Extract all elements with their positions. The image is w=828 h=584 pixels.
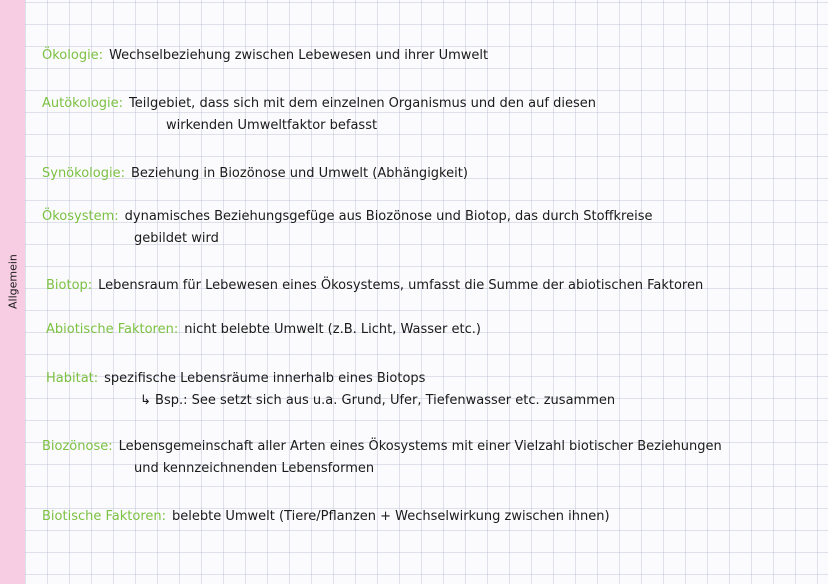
definition-continued: wirkenden Umweltfaktor befasst (166, 118, 378, 133)
entry-habitat (46, 369, 425, 389)
entry-oekosystem (42, 207, 652, 227)
term: Abiotische Faktoren: (46, 322, 179, 337)
entry-biotop (46, 276, 703, 296)
term: Autökologie: (42, 96, 124, 111)
definition: spezifische Lebensräume innerhalb eines Biotops (104, 371, 426, 386)
definition-continued: ↳ Bsp.: See setzt sich aus u.a. Grund, Ufer, Tiefenwasser etc. zusammen (140, 393, 616, 408)
term: Ökologie: (42, 48, 104, 63)
term: Biotische Faktoren: (42, 509, 166, 524)
definition-continued: gebildet wird (134, 231, 219, 246)
entry-synoekologie (42, 164, 468, 184)
term: Habitat: (46, 371, 99, 386)
definition: Lebensraum für Lebewesen eines Ökosystems, umfasst die Summe der abiotischen Faktoren (98, 278, 704, 293)
entry-biotische-faktoren (42, 507, 610, 527)
definition-continued: und kennzeichnenden Lebensformen (134, 461, 375, 476)
definition: Lebensgemeinschaft aller Arten eines Ökosystems mit einer Vielzahl biotischer Beziehungen (118, 439, 722, 454)
entry-biozoenose (42, 437, 722, 457)
definition: Teilgebiet, dass sich mit dem einzelnen Organismus und den auf diesen (129, 96, 596, 111)
term: Ökosystem: (42, 209, 119, 224)
side-label (7, 291, 20, 309)
definition: Wechselbeziehung zwischen Lebewesen und ihrer Umwelt (109, 48, 489, 63)
term: Synökologie: (42, 166, 125, 181)
term: Biotop: (46, 278, 93, 293)
entry-autoekologie (42, 94, 596, 114)
entry-oekologie (42, 46, 488, 66)
definition: Beziehung in Biozönose und Umwelt (Abhängigkeit) (130, 166, 468, 181)
definition: belebte Umwelt (Tiere/Pflanzen + Wechselwirkung zwischen ihnen) (172, 509, 610, 524)
definition: nicht belebte Umwelt (z.B. Licht, Wasser etc.) (184, 322, 481, 337)
definition: dynamisches Beziehungsgefüge aus Biozönose und Biotop, das durch Stoffkreise (124, 209, 653, 224)
term: Biozönose: (42, 439, 113, 454)
entry-abiotische-faktoren (46, 320, 481, 340)
